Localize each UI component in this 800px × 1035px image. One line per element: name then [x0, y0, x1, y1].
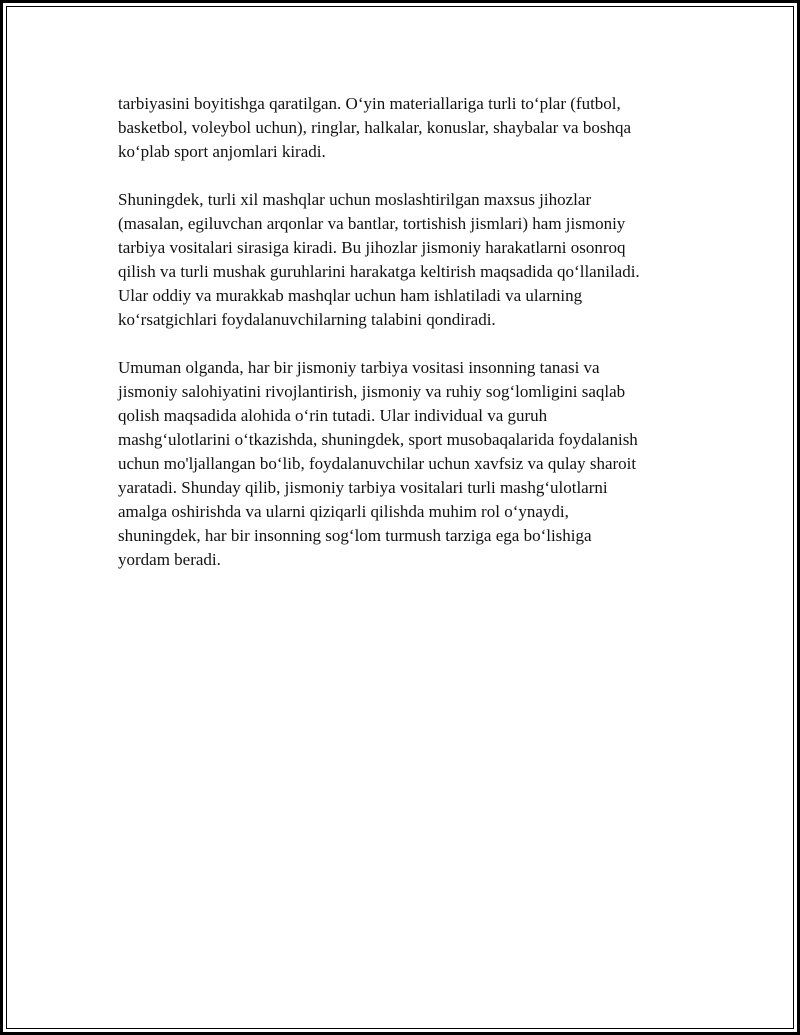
paragraph-3: Umuman olganda, har bir jismoniy tarbiya vositasi insonning tanasi va jismoniy salohiyatini rivojlantirish, jismoniy va ruhiy sog‘lomligini saqlab qolish maqsadida alohida o‘rin tutadi. Ular individual va guruh mashg‘ulotlarini o‘tkazishda, shuningdek, sport musobaqalarida foydalanish uchun mo'ljallangan bo‘lib, foydalanuvchilar uchun xavfsiz va qulay sharoit yaratadi. Shunday qilib, jismoniy tarbiya vositalari turli mashg‘ulotlarni amalga oshirishda va ularni qiziqarli qilishda muhim rol o‘ynaydi, shuningdek, har bir insonning sog‘lom turmush tarziga ega bo‘lishiga yordam beradi.	[118, 358, 638, 569]
document-body	[118, 92, 698, 596]
paragraph-1: tarbiyasini boyitishga qaratilgan. O‘yin materiallariga turli to‘plar (futbol, basketbol, voleybol uchun), ringlar, halkalar, konuslar, shaybalar va boshqa ko‘plab sport anjomlari kiradi.	[118, 94, 632, 161]
paragraph-2: Shuningdek, turli xil mashqlar uchun moslashtirilgan maxsus jihozlar (masalan, egiluvchan arqonlar va bantlar, tortishish jismlari) ham jismoniy tarbiya vositalari sirasiga kiradi. Bu jihozlar jismoniy harakatlarni osonroq qilish va turli mushak guruhlarini harakatga keltirish maqsadida qo‘llaniladi. Ular oddiy va murakkab mashqlar uchun ham ishlatiladi va ularning ko‘rsatgichlari foydalanuvchilarning talabini qondiradi.	[118, 190, 640, 329]
